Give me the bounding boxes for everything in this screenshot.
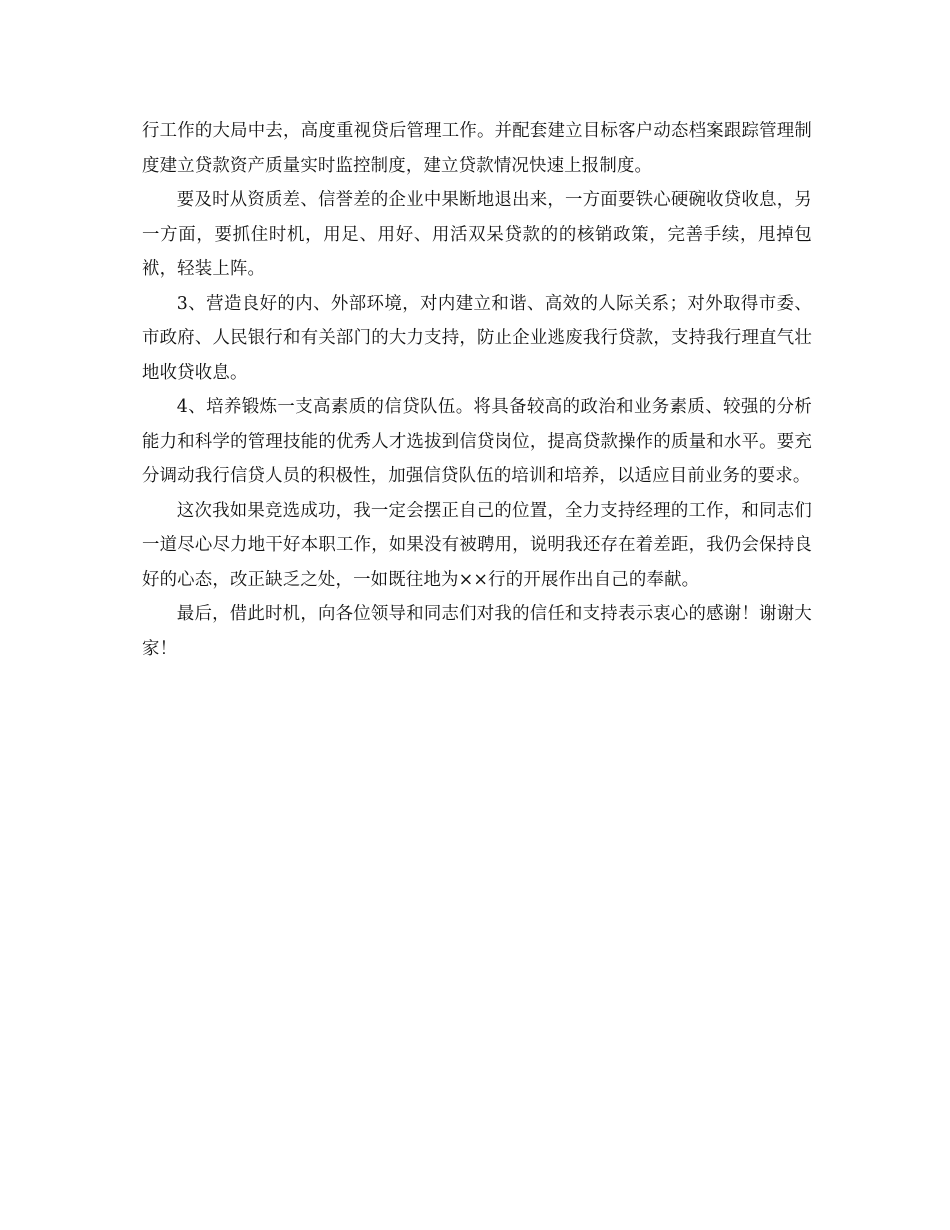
- document-body: [142, 114, 812, 666]
- paragraph-closing-thanks: 最后，借此时机，向各位领导和同志们对我的信任和支持表示衷心的感谢！谢谢大家！: [142, 604, 812, 659]
- paragraph-point-3-environment: 3、营造良好的内、外部环境，对内建立和谐、高效的人际关系；对外取得市委、市政府、人民银行和有关部门的大力支持，防止企业逃废我行贷款，支持我行理直气壮地收贷收息。: [142, 293, 812, 383]
- paragraph-exit-bad-enterprises: 要及时从资质差、信誉差的企业中果断地退出来，一方面要铁心硬碗收贷收息，另一方面，要抓住时机，用足、用好、用活双呆贷款的的核销政策，完善手续，甩掉包袱，轻装上阵。: [142, 190, 812, 279]
- paragraph-point-4-team: 4、培养锻炼一支高素质的信贷队伍。将具备较高的政治和业务素质、较强的分析能力和科学的管理技能的优秀人才选拔到信贷岗位，提高贷款操作的质量和水平。要充分调动我行信贷人员的积极性，加强信贷队伍的培训和培养，以适应目前业务的要求。: [142, 397, 812, 486]
- paragraph-continuation: 行工作的大局中去，高度重视贷后管理工作。并配套建立目标客户动态档案跟踪管理制度建立贷款资产质量实时监控制度，建立贷款情况快速上报制度。: [142, 121, 812, 176]
- paragraph-commitment: 这次我如果竞选成功，我一定会摆正自己的位置，全力支持经理的工作，和同志们一道尽心尽力地干好本职工作，如果没有被聘用，说明我还存在着差距，我仍会保持良好的心态，改正缺乏之处，一如既往地为××行的开展作出自己的奉献。: [142, 500, 812, 590]
